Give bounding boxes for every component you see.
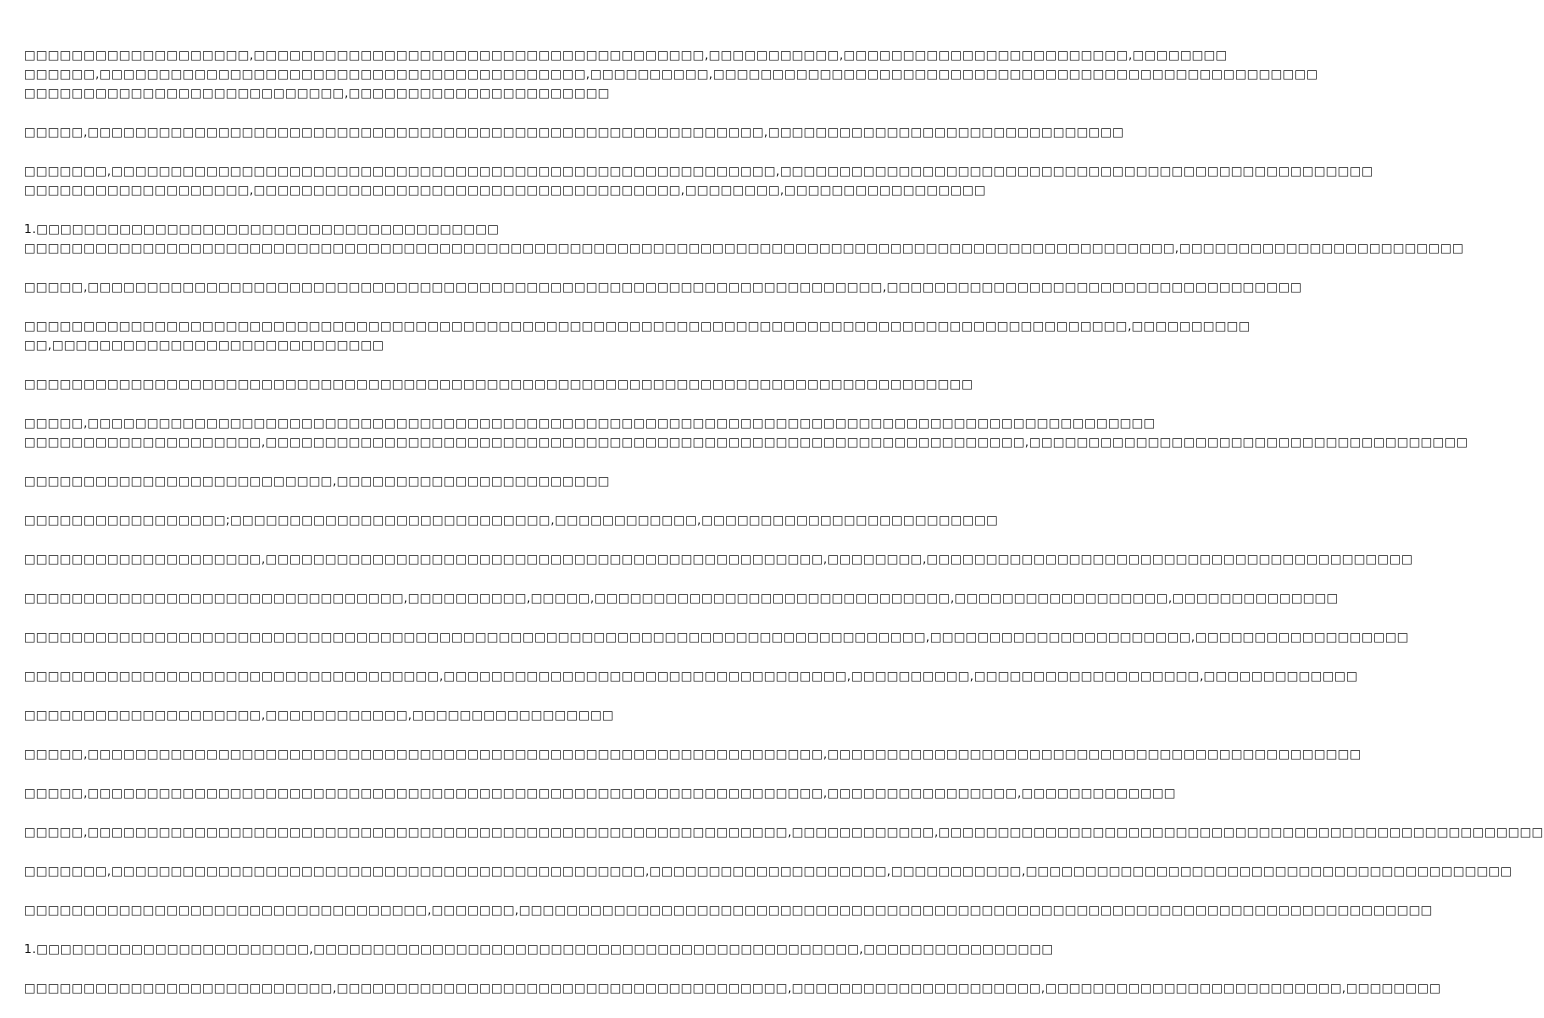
text-line: □□□□□□□□□□□□□□□□□□□□,□□□□□□□□□□□□□□□□□□□□□□□□□□□□□□□□□□□□□□□□□□□□□□□□□□□□□□□□□□□□□□□□,□□□□□□□□□□□□□□□□□□□□□□□□□□□□□□□□□□□□□ — [24, 435, 1469, 449]
text-line: □□□□□□□□□□□□□□□□□;□□□□□□□□□□□□□□□□□□□□□□□□□□□,□□□□□□□□□□□□,□□□□□□□□□□□□□□□□□□□□□□□□□ — [24, 513, 998, 527]
text-line: □□□□□,□□□□□□□□□□□□□□□□□□□□□□□□□□□□□□□□□□□□□□□□□□□□□□□□□□□□□□□□□□□□□□,□□□□□□□□□□□□□□□□□□□□□□□□□□□□□□□□□□□□□□□□□□□□□ — [24, 747, 1362, 761]
text-line: □□□□□,□□□□□□□□□□□□□□□□□□□□□□□□□□□□□□□□□□□□□□□□□□□□□□□□□□□□□□□□□□□□□□□□□□□,□□□□□□□□□□□□□□□□□□□□□□□□□□□□□□□□□□□ — [24, 280, 1303, 294]
text-line: □□□□□□□□□□□□□□□□□□□□□□□□□□,□□□□□□□□□□□□□□□□□□□□□□□□□□□□□□□□□□□□□□,□□□□□□□□□□□□□□□□□□□□□,□□□□□□□□□□□□□□□□□□□□□□□□□,□□□□□□□□ — [24, 981, 1441, 995]
text-line: □□□□□□□□□□□□□□□□□□□□□□□□□□□□□□□□□□□□□□□□□□□□□□□□□□□□□□□□□□□□□□□□□□□□□□□□□□□□□□□□□□□□□□□□□□□□□□□□□,□□□□□□□□□□□□□□□□□□□□□□□□ — [24, 241, 1464, 255]
paragraph — [24, 472, 696, 491]
text-line: □□,□□□□□□□□□□□□□□□□□□□□□□□□□□□□ — [24, 338, 385, 352]
text-line: □□□□□□□,□□□□□□□□□□□□□□□□□□□□□□□□□□□□□□□□□□□□□□□□□□□□□,□□□□□□□□□□□□□□□□□□□□,□□□□□□□□□□□,□□□□□□□□□□□□□□□□□□□□□□□□□□□□□□□□□□□□□□□□□ — [24, 864, 1513, 878]
text-line: □□□□□□□□□□□□□□□□□□□,□□□□□□□□□□□□□□□□□□□□□□□□□□□□□□□□□□□□,□□□□□□□□,□□□□□□□□□□□□□□□□□ — [24, 183, 986, 197]
text-line: □□□□□□□,□□□□□□□□□□□□□□□□□□□□□□□□□□□□□□□□□□□□□□□□□□□□□□□□□□□□□□□□,□□□□□□□□□□□□□□□□□□□□□□□□□□□□□□□□□□□□□□□□□□□□□□□□□□ — [24, 164, 1374, 178]
text-line: □□□□□□,□□□□□□□□□□□□□□□□□□□□□□□□□□□□□□□□□□□□□□□□□,□□□□□□□□□□,□□□□□□□□□□□□□□□□□□□□□□□□□□□□□□□□□□□□□□□□□□□□□□□□□□□ — [24, 67, 1319, 81]
paragraph — [24, 317, 1251, 355]
text-line: □□□□□□□□□□□□□□□□□□□□□□□□□□,□□□□□□□□□□□□□□□□□□□□□□□ — [24, 474, 610, 488]
text-line: □□□□□□□□□□□□□□□□□□□□□□□□□□□□□□□□,□□□□□□□□□□,□□□□□,□□□□□□□□□□□□□□□□□□□□□□□□□□□□□□,□□□□□□□□□□□□□□□□□□,□□□□□□□□□□□□□□ — [24, 591, 1339, 605]
paragraph — [24, 278, 1303, 297]
paragraph — [24, 414, 1469, 452]
paragraph — [24, 46, 1319, 103]
text-line: □□□□□□□□□□□□□□□□□□□□□□□□□□□□□□□□□□□,□□□□□□□□□□□□□□□□□□□□□□□□□□□□□□□□□□,□□□□□□□□□□,□□□□□□□□□□□□□□□□□□□,□□□□□□□□□□□□□ — [24, 669, 1358, 683]
paragraph — [24, 589, 1339, 608]
document-body — [24, 46, 1544, 1018]
paragraph — [24, 162, 1374, 200]
text-line: □□□□□□□□□□□□□□□□□□□□□□□□□□□,□□□□□□□□□□□□□□□□□□□□□□ — [24, 86, 610, 100]
text-line: □□□□□,□□□□□□□□□□□□□□□□□□□□□□□□□□□□□□□□□□□□□□□□□□□□□□□□□□□□□□□□□□□,□□□□□□□□□□□□,□□□□□□□□□□□□□□□□□□□□□□□□□□□□□□□□□□□□□□□□□□□□□□□□□□□ — [24, 825, 1544, 839]
text-line: □□□□□□□□□□□□□□□□□□□□□□□□□□□□□□□□□□□□□□□□□□□□□□□□□□□□□□□□□□□□□□□□□□□□□□□□□□□□□□□□ — [24, 377, 974, 391]
text-line: □□□□□,□□□□□□□□□□□□□□□□□□□□□□□□□□□□□□□□□□□□□□□□□□□□□□□□□□□□□□□□□□□□□□□□□□□□□□□□□□□□□□□□□□□□□□□□□□ — [24, 416, 1156, 430]
text-line: □□□□□□□□□□□□□□□□□□□□,□□□□□□□□□□□□□□□□□□□□□□□□□□□□□□□□□□□□□□□□□□□□□□□,□□□□□□□□,□□□□□□□□□□□□□□□□□□□□□□□□□□□□□□□□□□□□□□□□□ — [24, 552, 1414, 566]
paragraph — [24, 745, 1362, 764]
text-line: □□□□□□□□□□□□□□□□□□□□□□□□□□□□□□□□□□□□□□□□□□□□□□□□□□□□□□□□□□□□□□□□□□□□□□□□□□□□□□□□□□□□□□□□□□□□□,□□□□□□□□□□ — [24, 319, 1251, 333]
paragraph — [24, 220, 1464, 258]
paragraph — [24, 940, 1054, 959]
paragraph — [24, 628, 1409, 647]
text-line: □□□□□□□□□□□□□□□□□□□□□□□□□□□□□□□□□□,□□□□□□□,□□□□□□□□□□□□□□□□□□□□□□□□□□□□□□□□□□□□□□□□□□□□□□□□□□□□□□□□□□□□□□□□□□□□□□□□□□□□□ — [24, 903, 1433, 917]
paragraph — [24, 123, 1125, 142]
paragraph — [24, 706, 696, 725]
text-line: 1.□□□□□□□□□□□□□□□□□□□□□□□,□□□□□□□□□□□□□□□□□□□□□□□□□□□□□□□□□□□□□□□□□□□□□□,□□□□□□□□□□□□□□□□ — [24, 942, 1054, 956]
text-line: □□□□□□□□□□□□□□□□□□□□,□□□□□□□□□□□□,□□□□□□□□□□□□□□□□□ — [24, 708, 614, 722]
paragraph — [24, 550, 1414, 569]
paragraph — [24, 862, 1513, 881]
text-line: □□□□□,□□□□□□□□□□□□□□□□□□□□□□□□□□□□□□□□□□□□□□□□□□□□□□□□□□□□□□□□□,□□□□□□□□□□□□□□□□□□□□□□□□□□□□□□ — [24, 125, 1125, 139]
text-line: 1.□□□□□□□□□□□□□□□□□□□□□□□□□□□□□□□□□□□□□□□ — [24, 222, 500, 236]
paragraph — [24, 784, 1176, 803]
text-line: □□□□□,□□□□□□□□□□□□□□□□□□□□□□□□□□□□□□□□□□□□□□□□□□□□□□□□□□□□□□□□□□□□□□,□□□□□□□□□□□□□□□□,□□□□□□□□□□□□□ — [24, 786, 1176, 800]
text-line: □□□□□□□□□□□□□□□□□□□□□□□□□□□□□□□□□□□□□□□□□□□□□□□□□□□□□□□□□□□□□□□□□□□□□□□□□□□□,□□□□□□□□□□□□□□□□□□□□□□,□□□□□□□□□□□□□□□□□□ — [24, 630, 1409, 644]
paragraph — [24, 667, 1358, 686]
paragraph — [24, 979, 1441, 998]
text-line: □□□□□□□□□□□□□□□□□□□,□□□□□□□□□□□□□□□□□□□□□□□□□□□□□□□□□□□□□□,□□□□□□□□□□□,□□□□□□□□□□□□□□□□□□□□□□□□,□□□□□□□□ — [24, 48, 1228, 62]
paragraph — [24, 375, 974, 394]
paragraph — [24, 511, 998, 530]
paragraph — [24, 823, 1544, 842]
paragraph — [24, 901, 1433, 920]
